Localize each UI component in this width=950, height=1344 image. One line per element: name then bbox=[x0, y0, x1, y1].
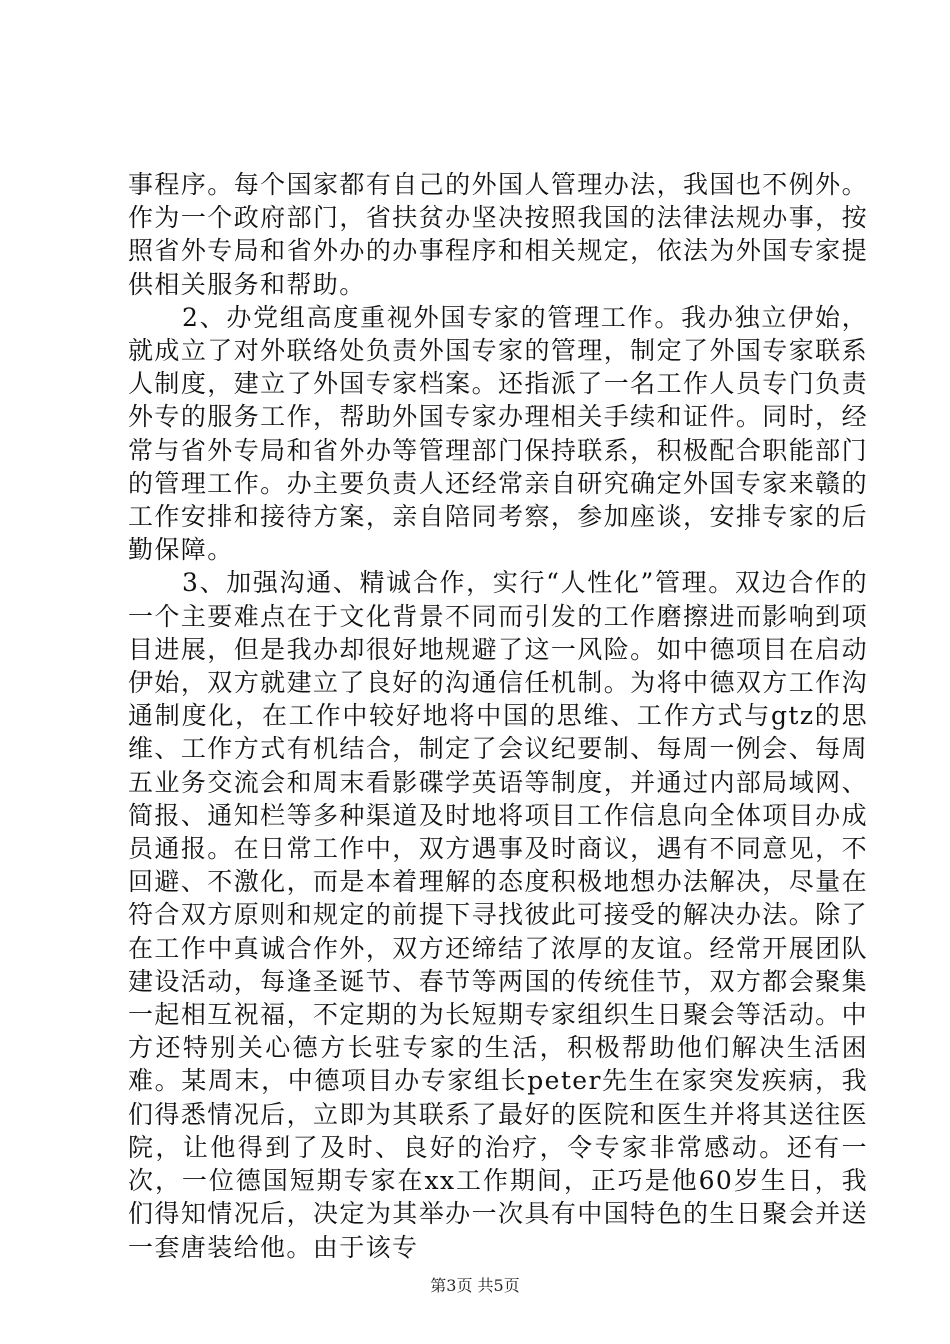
document-body bbox=[128, 168, 868, 1264]
page-footer: 第3页 共5页 bbox=[430, 1276, 520, 1295]
paragraph-continuation: 事程序。每个国家都有自己的外国人管理办法，我国也不例外。作为一个政府部门，省扶贫办坚决按照我国的法律法规办事，按照省外专局和省外办的办事程序和相关规定，依法为外国专家提供相关服务和帮助。 bbox=[128, 170, 868, 299]
paragraph-item-2: 2、办党组高度重视外国专家的管理工作。我办独立伊始，就成立了对外联络处负责外国专家的管理，制定了外国专家联系人制度，建立了外国专家档案。还指派了一名工作人员专门负责外专的服务工作，帮助外国专家办理相关手续和证件。同时，经常与省外专局和省外办等管理部门保持联系，积极配合职能部门的管理工作。办主要负责人还经常亲自研究确定外国专家来赣的工作安排和接待方案，亲自陪同考察，参加座谈，安排专家的后勤保障。 bbox=[128, 302, 868, 565]
paragraph-item-3: 3、加强沟通、精诚合作，实行“人性化”管理。双边合作的一个主要难点在于文化背景不同而引发的工作磨擦进而影响到项目进展，但是我办却很好地规避了这一风险。如中德项目在启动伊始，双方就建立了良好的沟通信任机制。为将中德双方工作沟通制度化，在工作中较好地将中国的思维、工作方式与gtz的思维、工作方式有机结合，制定了会议纪要制、每周一例会、每周五业务交流会和周末看影碟学英语等制度，并通过内部局域网、简报、通知栏等多种渠道及时地将项目工作信息向全体项目办成员通报。在日常工作中，双方遇事及时商议，遇有不同意见，不回避、不激化，而是本着理解的态度积极地想办法解决，尽量在符合双方原则和规定的前提下寻找彼此可接受的解决办法。除了在工作中真诚合作外，双方还缔结了浓厚的友谊。经常开展团队建设活动，每逢圣诞节、春节等两国的传统佳节，双方都会聚集一起相互祝福，不定期的为长短期专家组织生日聚会等活动。中方还特别关心德方长驻专家的生活，积极帮助他们解决生活困难。某周末，中德项目办专家组长peter先生在家突发疾病，我们得悉情况后，立即为其联系了最好的医院和医生并将其送往医院，让他得到了及时、良好的治疗，令专家非常感动。还有一次，一位德国短期专家在xx工作期间，正巧是他60岁生日，我们得知情况后，决定为其举办一次具有中国特色的生日聚会并送一套唐装给他。由于该专 bbox=[128, 568, 868, 1262]
